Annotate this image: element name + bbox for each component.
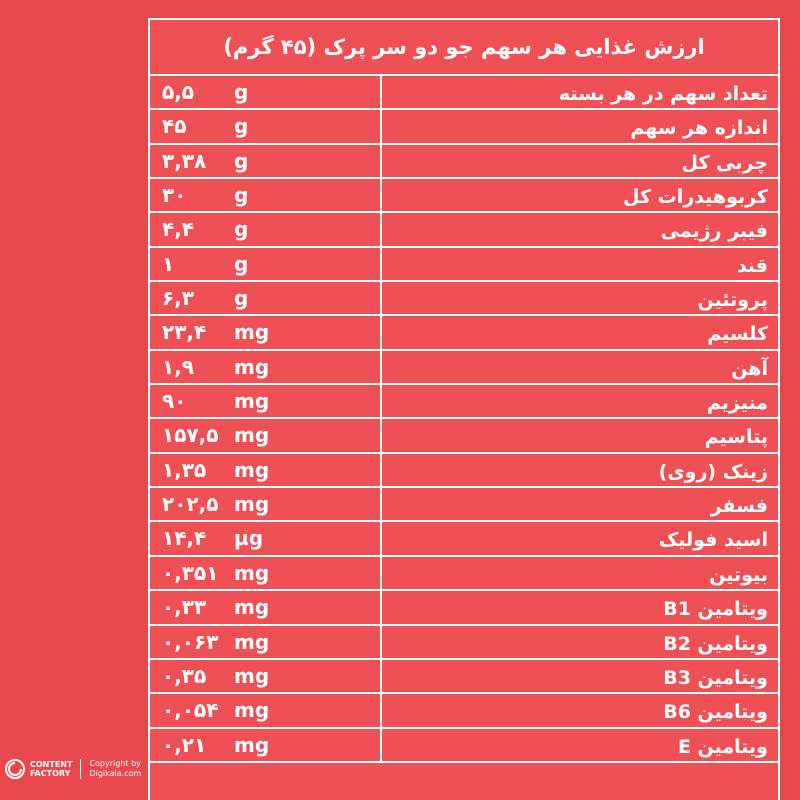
table-row	[150, 385, 778, 419]
nutrient-name: ویتامین B2	[663, 632, 768, 655]
nutrient-name: فیبر رژیمی	[660, 220, 768, 243]
nutrient-unit: mg	[234, 354, 270, 379]
table-row	[150, 557, 778, 591]
nutrient-unit: mg	[234, 320, 270, 345]
nutrient-value: ۰,۳۵	[162, 663, 207, 688]
nutrient-unit: mg	[234, 698, 270, 723]
table-row	[150, 76, 778, 110]
table-row	[150, 591, 778, 625]
nutrient-unit: g	[234, 114, 249, 139]
watermark-brand-line1: CONTENT	[30, 760, 73, 769]
watermark-separator	[80, 759, 81, 779]
nutrient-unit: g	[234, 217, 249, 242]
nutrient-unit: mg	[234, 732, 270, 757]
nutrient-unit: g	[234, 80, 249, 104]
watermark-brand-line2: FACTORY	[30, 769, 71, 778]
nutrient-unit: mg	[234, 663, 270, 688]
nutrient-value: ۱	[162, 251, 175, 276]
nutrient-name: بیوتین	[709, 563, 768, 586]
nutrient-unit: mg	[234, 560, 270, 585]
nutrient-name: منیزیم	[706, 392, 768, 415]
content-factory-logo-icon	[4, 758, 26, 780]
table-rows	[150, 76, 778, 763]
nutrient-unit: mg	[234, 457, 270, 482]
table-row	[150, 729, 778, 763]
nutrient-value: ۰,۲۱	[162, 732, 207, 757]
nutrient-value: ۲۰۲,۵	[162, 492, 219, 517]
nutrient-unit: mg	[234, 629, 270, 654]
nutrient-name: کلسیم	[707, 323, 768, 346]
table-row	[150, 419, 778, 453]
nutrient-value: ۰,۰۶۳	[162, 629, 219, 654]
nutrient-value: ۰,۰۵۴	[162, 698, 219, 723]
table-row	[150, 660, 778, 694]
table-title: ارزش غذایی هر سهم جو دو سر پرک (۴۵ گرم)	[150, 20, 778, 76]
nutrient-unit: mg	[234, 389, 270, 414]
watermark-brand	[30, 760, 72, 778]
table-row	[150, 488, 778, 522]
table-row	[150, 248, 778, 282]
table-row	[150, 282, 778, 316]
nutrient-name: زینک (روی)	[658, 460, 768, 483]
nutrient-name: قند	[736, 254, 768, 277]
nutrient-value: ۱,۹	[162, 354, 195, 379]
watermark-copyright-line2: Digikala.com	[89, 769, 142, 778]
table-row	[150, 316, 778, 350]
nutrient-name: ویتامین B1	[663, 598, 768, 621]
nutrient-unit: µg	[234, 526, 264, 551]
nutrient-unit: g	[234, 148, 249, 173]
nutrient-value: ۹۰	[162, 389, 187, 414]
nutrient-name: ویتامین B3	[663, 666, 768, 689]
nutrient-unit: g	[234, 183, 249, 208]
nutrient-name: آهن	[731, 357, 768, 380]
nutrient-value: ۱۵۷,۵	[162, 423, 219, 448]
nutrient-name: کربوهیدرات کل	[623, 186, 768, 209]
nutrient-value: ۴۵	[162, 114, 187, 139]
watermark	[4, 758, 141, 780]
table-row	[150, 110, 778, 144]
nutrient-unit: mg	[234, 423, 270, 448]
table-row	[150, 145, 778, 179]
nutrient-name: پروتئین	[697, 289, 768, 312]
nutrient-value: ۴,۴	[162, 217, 195, 242]
table-row	[150, 522, 778, 556]
nutrient-value: ۶,۳	[162, 286, 195, 311]
nutrient-name: ویتامین E	[677, 735, 768, 758]
nutrient-value: ۵,۵	[162, 80, 195, 104]
nutrient-name: فسفر	[710, 495, 768, 518]
watermark-copyright	[89, 759, 141, 779]
nutrient-unit: mg	[234, 595, 270, 620]
nutrient-name: پتاسیم	[704, 426, 768, 449]
nutrient-name: اندازه هر سهم	[630, 117, 768, 140]
table-row	[150, 626, 778, 660]
nutrient-unit: g	[234, 251, 249, 276]
nutrient-value: ۳۰	[162, 183, 187, 208]
nutrient-name: تعداد سهم در هر بسته	[558, 83, 768, 105]
table-row	[150, 179, 778, 213]
nutrient-value: ۲۳,۴	[162, 320, 207, 345]
nutrient-name: اسید فولیک	[658, 529, 768, 552]
nutrient-unit: g	[234, 286, 249, 311]
nutrient-value: ۱,۳۵	[162, 457, 207, 482]
nutrition-table	[148, 18, 780, 800]
table-row	[150, 213, 778, 247]
table-row	[150, 454, 778, 488]
nutrient-value: ۰,۳۵۱	[162, 560, 219, 585]
nutrient-value: ۳,۳۸	[162, 148, 207, 173]
nutrient-name: ویتامین B6	[663, 701, 768, 724]
watermark-copyright-line1: Copyright by	[89, 759, 141, 768]
nutrient-unit: mg	[234, 492, 270, 517]
nutrient-value: ۰,۳۳	[162, 595, 207, 620]
table-row	[150, 694, 778, 728]
nutrient-name: چربی کل	[681, 151, 768, 174]
table-row	[150, 351, 778, 385]
nutrient-value: ۱۴,۴	[162, 526, 207, 551]
